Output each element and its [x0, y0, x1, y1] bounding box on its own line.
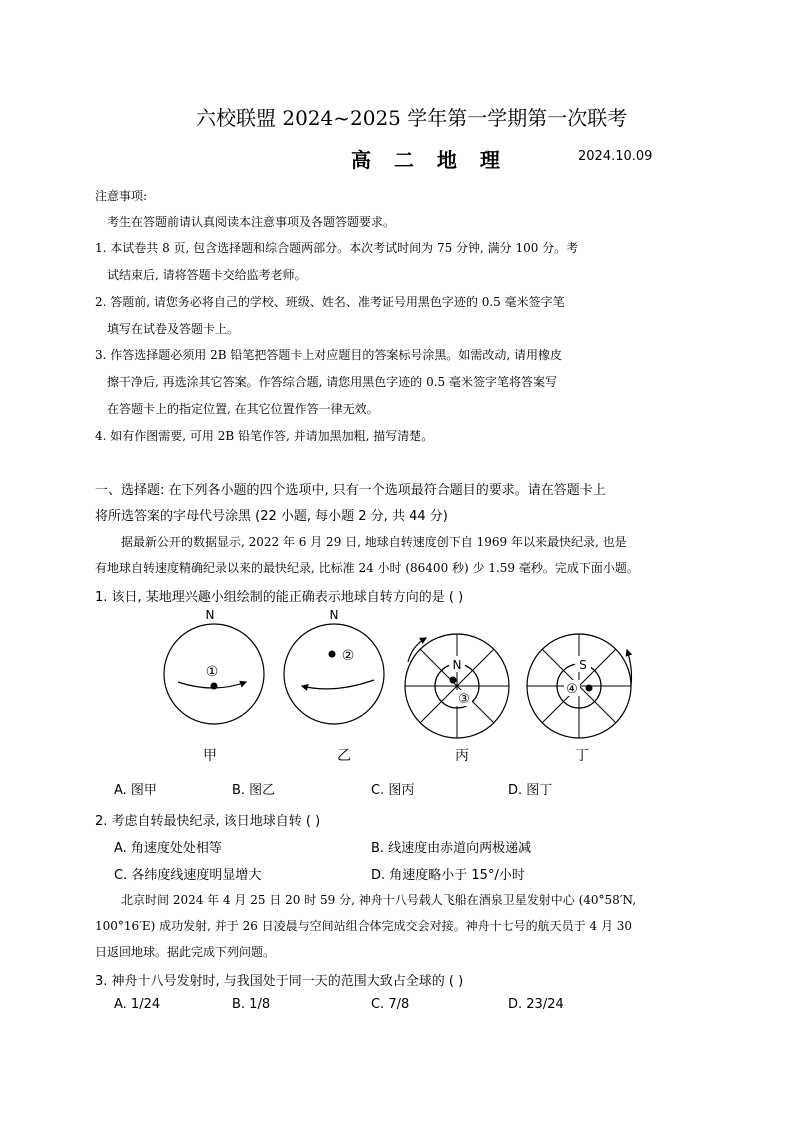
rotation-diagrams	[150, 602, 650, 767]
q2-option-a: A. 角速度处处相等	[114, 841, 222, 856]
notice-item-1-cont: 试结束后, 请将答题卡交给监考老师。	[107, 268, 307, 282]
exam-date: 2024.10.09	[578, 149, 653, 164]
figure-jia-pole: N	[205, 608, 215, 622]
notice-item-1: 1. 本试卷共 8 页, 包含选择题和综合题两部分。本次考试时间为 75 分钟, 满分 100 分。考	[95, 241, 579, 255]
question-3-stem: 3. 神舟十八号发射时, 与我国处于同一天的范围大致占全球的 ( )	[95, 974, 464, 989]
notice-item-3-cont2: 在答题卡上的指定位置, 在其它位置作答一律无效。	[107, 402, 379, 416]
notice-item-3: 3. 作答选择题必须用 2B 铅笔把答题卡上对应题目的答案标号涂黑。如需改动, 请用橡皮	[95, 348, 562, 362]
q3-option-c: C. 7/8	[371, 997, 410, 1012]
q2-option-d: D. 角速度略小于 15°/小时	[371, 868, 525, 883]
q3-option-a: A. 1/24	[114, 997, 161, 1012]
q1-option-c: C. 图丙	[371, 783, 415, 798]
figure-ding-marker: ④	[566, 682, 578, 697]
passage-1-line-1: 据最新公开的数据显示, 2022 年 6 月 29 日, 地球自转速度创下自 1969 年以来最快纪录, 也是	[121, 535, 627, 549]
figure-yi	[284, 608, 384, 764]
figure-jia	[164, 608, 264, 764]
figure-bing-pole: N	[452, 658, 462, 672]
figure-jia-marker: ①	[205, 664, 219, 680]
q3-option-b: B. 1/8	[232, 997, 271, 1012]
notice-item-3-cont: 擦干净后, 再选涂其它答案。作答综合题, 请您用黑色字迹的 0.5 毫米签字笔将答案写	[107, 375, 557, 389]
passage-1-line-2: 有地球自转速度精确纪录以来的最快纪录, 比标准 24 小时 (86400 秒) 少 1.59 毫秒。完成下面小题。	[95, 561, 639, 575]
figure-bing-label: 丙	[455, 748, 469, 764]
notice-intro: 考生在答题前请认真阅读本注意事项及各题答题要求。	[107, 215, 396, 229]
notice-item-2-cont: 填写在试卷及答题卡上。	[107, 322, 240, 336]
section-heading-cont: 将所选答案的字母代号涂黑 (22 小题, 每小题 2 分, 共 44 分)	[95, 509, 448, 524]
q1-option-d: D. 图丁	[508, 783, 553, 798]
question-2-stem: 2. 考虑自转最快纪录, 该日地球自转 ( )	[95, 814, 321, 829]
notice-heading: 注意事项:	[95, 189, 148, 203]
notice-item-4: 4. 如有作图需要, 可用 2B 铅笔作答, 并请加黑加粗, 描写清楚。	[95, 429, 434, 443]
exam-subject: 高 二 地 理	[351, 148, 508, 172]
figure-yi-pole: N	[329, 608, 339, 622]
figure-jia-label: 甲	[203, 748, 217, 764]
q2-option-c: C. 各纬度线速度明显增大	[114, 868, 262, 883]
q1-option-a: A. 图甲	[114, 783, 157, 798]
notice-item-2: 2. 答题前, 请您务必将自己的学校、班级、姓名、准考证号用黑色字迹的 0.5 毫米签字笔	[95, 295, 565, 309]
passage-2-line-2: 100°16′E) 成功发射, 并于 26 日凌晨与空间站组合体完成交会对接。神舟十七号的航天员于 4 月 30	[95, 919, 633, 933]
figure-ding	[527, 634, 632, 764]
q2-option-b: B. 线速度由赤道向两极递减	[371, 841, 532, 856]
figure-yi-marker: ②	[341, 648, 355, 664]
question-1-stem: 1. 该日, 某地理兴趣小组绘制的能正确表示地球自转方向的是 ( )	[95, 590, 464, 605]
section-heading: 一、选择题: 在下列各小题的四个选项中, 只有一个选项最符合题目的要求。请在答题卡上	[95, 483, 606, 498]
figure-ding-label: 丁	[575, 748, 589, 764]
figure-bing	[405, 634, 509, 764]
figure-ding-pole: S	[579, 658, 587, 672]
figure-bing-marker: ③	[458, 692, 470, 707]
figure-yi-label: 乙	[337, 748, 351, 764]
exam-title: 六校联盟 2024~2025 学年第一学期第一次联考	[196, 106, 628, 130]
q3-option-d: D. 23/24	[508, 997, 564, 1012]
passage-2-line-3: 日返回地球。据此完成下列问题。	[95, 945, 276, 959]
q1-option-b: B. 图乙	[232, 783, 276, 798]
passage-2-line-1: 北京时间 2024 年 4 月 25 日 20 时 59 分, 神舟十八号载人飞船在酒泉卫星发射中心 (40°58′N,	[121, 893, 637, 907]
